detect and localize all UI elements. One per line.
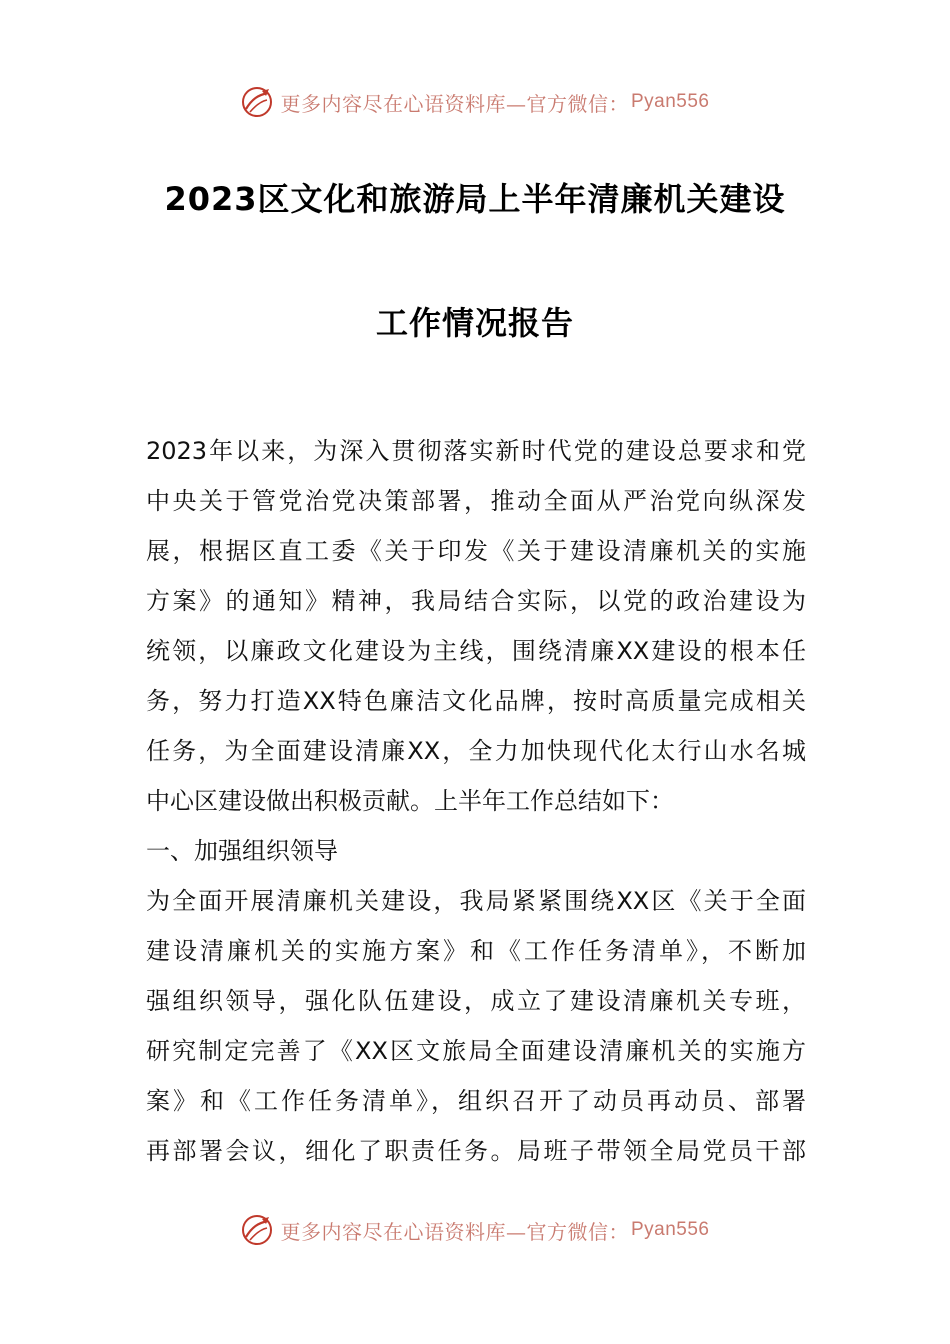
watermark-text: 更多内容尽在心语资料库—官方微信： [280, 1219, 629, 1244]
document-title-line-2: 工作情况报告 [375, 304, 574, 342]
body-line: 研究制定完善了《XX区文旅局全面建设清廉机关的实施方 [146, 1037, 806, 1065]
body-line: 强组织领导，强化队伍建设，成立了建设清廉机关专班， [146, 987, 806, 1015]
body-line: 方案》的通知》精神，我局结合实际，以党的政治建设为 [146, 587, 806, 615]
pen-signature-icon [240, 1213, 274, 1247]
body-line: 2023年以来，为深入贯彻落实新时代党的建设总要求和党 [146, 437, 806, 465]
body-line: 建设清廉机关的实施方案》和《工作任务清单》，不断加 [146, 937, 806, 965]
body-line: 统领，以廉政文化建设为主线，围绕清廉XX建设的根本任 [146, 637, 806, 665]
body-line: 再部署会议，细化了职责任务。局班子带领全局党员干部 [146, 1137, 806, 1165]
watermark-text: 更多内容尽在心语资料库—官方微信： [280, 91, 629, 116]
section-heading: 一、加强组织领导 [146, 837, 338, 865]
watermark-wechat-id: Pyan556 [630, 1219, 710, 1240]
body-line: 展，根据区直工委《关于印发《关于建设清廉机关的实施 [146, 537, 806, 565]
pen-signature-icon [240, 85, 274, 119]
watermark-footer [0, 1210, 950, 1250]
body-line: 任务，为全面建设清廉XX，全力加快现代化太行山水名城 [146, 737, 806, 765]
document-body [146, 426, 806, 1176]
body-line: 为全面开展清廉机关建设，我局紧紧围绕XX区《关于全面 [146, 887, 806, 915]
body-line: 中心区建设做出积极贡献。上半年工作总结如下： [146, 787, 674, 815]
watermark-header [0, 82, 950, 122]
body-line: 案》和《工作任务清单》，组织召开了动员再动员、部署 [146, 1087, 806, 1115]
body-line: 务，努力打造XX特色廉洁文化品牌，按时高质量完成相关 [146, 687, 806, 715]
watermark-wechat-id: Pyan556 [630, 91, 710, 112]
body-line: 中央关于管党治党决策部署，推动全面从严治党向纵深发 [146, 487, 806, 515]
document-title-line-1: 2023区文化和旅游局上半年清廉机关建设 [164, 180, 786, 218]
